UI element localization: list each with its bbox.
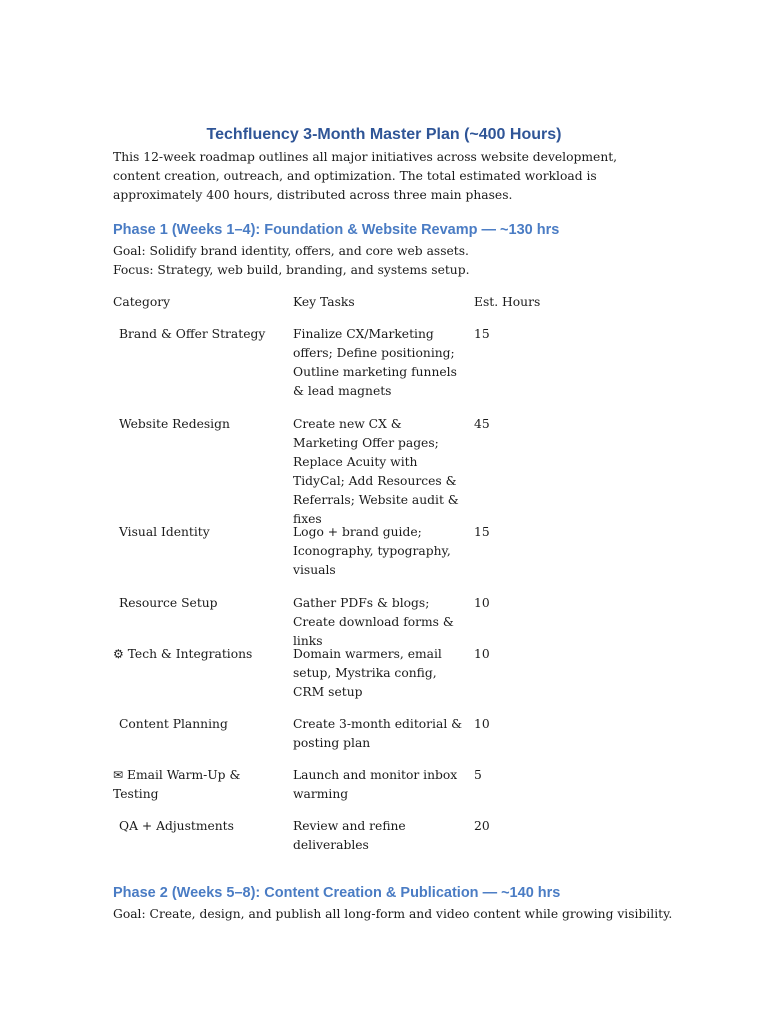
row-category: Tech & Integrations — [127, 647, 253, 661]
row-tasks: Logo + brand guide; Iconography, typography, visuals — [293, 525, 451, 577]
row-tasks: Gather PDFs & blogs; Create download forms & links — [293, 596, 454, 648]
row-category: Content Planning — [119, 717, 228, 731]
phase1-heading: Phase 1 (Weeks 1–4): Foundation & Website Revamp — ~130 hrs — [113, 222, 560, 238]
row-category: Email Warm-Up & Testing — [113, 768, 241, 801]
row-hours: 45 — [474, 417, 490, 431]
row-category: Visual Identity — [119, 525, 210, 539]
phase1-focus: Focus: Strategy, web build, branding, and systems setup. — [113, 263, 470, 277]
phase2-goal: Goal: Create, design, and publish all long-form and video content while growing visibility. — [113, 907, 673, 921]
row-hours: 15 — [474, 525, 490, 539]
phase1-goal: Goal: Solidify brand identity, offers, and core web assets. — [113, 244, 469, 258]
row-category: Resource Setup — [119, 596, 218, 610]
row-tasks: Finalize CX/Marketing offers; Define positioning; Outline marketing funnels & lead magnets — [293, 327, 457, 398]
row-tasks: Domain warmers, email setup, Mystrika config, CRM setup — [293, 647, 442, 699]
envelope-icon: ✉ — [113, 768, 124, 782]
row-hours: 5 — [474, 768, 482, 782]
row-hours: 10 — [474, 717, 490, 731]
row-tasks: Launch and monitor inbox warming — [293, 768, 458, 801]
row-tasks: Create 3-month editorial & posting plan — [293, 717, 463, 750]
row-category-cell — [113, 645, 278, 664]
row-hours: 10 — [474, 596, 490, 610]
row-hours: 10 — [474, 647, 490, 661]
column-header-tasks: Key Tasks — [293, 295, 355, 309]
row-hours: 20 — [474, 819, 490, 833]
row-tasks: Review and refine deliverables — [293, 819, 406, 852]
row-tasks: Create new CX & Marketing Offer pages; Replace Acuity with TidyCal; Add Resources & Referrals; Website audit & fixes — [293, 417, 459, 526]
row-category: QA + Adjustments — [119, 819, 234, 833]
phase2-heading: Phase 2 (Weeks 5–8): Content Creation & Publication — ~140 hrs — [113, 885, 561, 901]
row-hours: 15 — [474, 327, 490, 341]
document-title: Techfluency 3-Month Master Plan (~400 Hours) — [206, 126, 562, 143]
row-category-cell — [113, 766, 278, 804]
row-category: Brand & Offer Strategy — [119, 327, 266, 341]
row-category: Website Redesign — [119, 417, 230, 431]
gear-icon: ⚙ — [113, 647, 124, 661]
intro-paragraph: This 12-week roadmap outlines all major initiatives across website development, content creation, outreach, and optimization. The total estimated workload is approximately 400 hours, distributed across three main phases. — [113, 150, 618, 202]
column-header-category: Category — [113, 295, 171, 309]
column-header-hours: Est. Hours — [474, 295, 541, 309]
